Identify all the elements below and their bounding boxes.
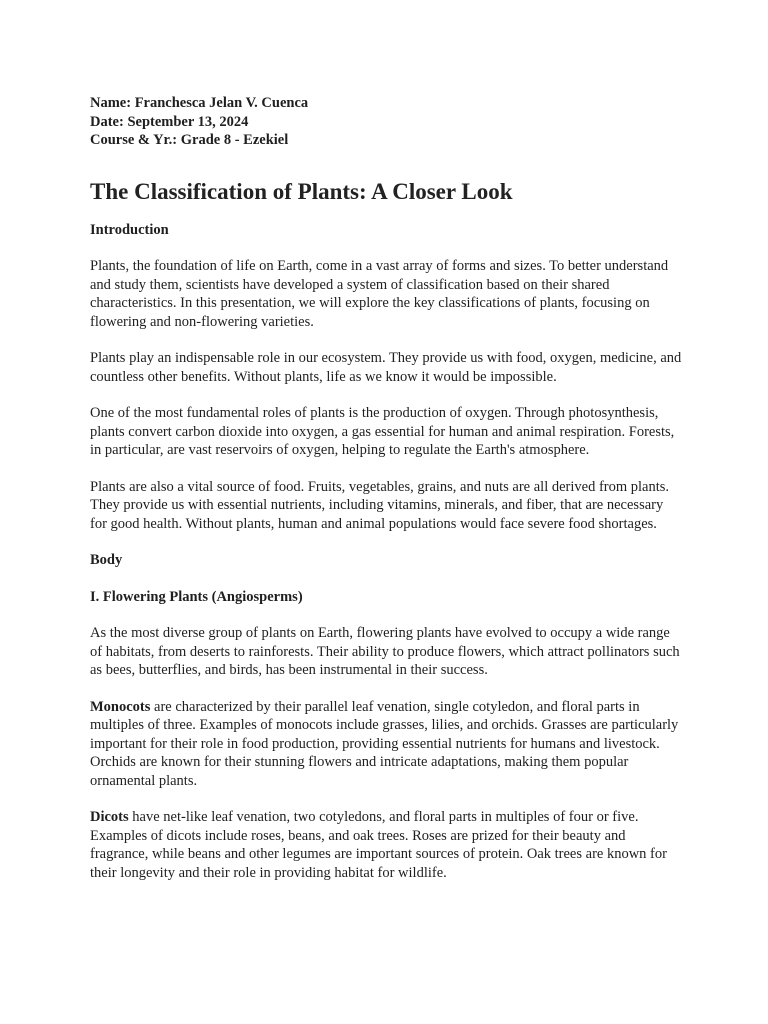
- dicots-text: have net-like leaf venation, two cotyledons, and floral parts in multiples of four or five. Examples of dicots include roses, beans, and oak trees. Roses are prized for their beauty and fragrance, while beans and other legumes are important sources of protein. Oak trees are known for their longevity and their role in providing habitat for wildlife.: [90, 809, 667, 881]
- student-name: Name: Franchesca Jelan V. Cuenca: [90, 95, 309, 111]
- document-title: The Classification of Plants: A Closer Look: [90, 178, 513, 204]
- dicots-paragraph: [90, 808, 682, 882]
- intro-paragraph-4: Plants are also a vital source of food. Fruits, vegetables, grains, and nuts are all derived from plants. They provide us with essential nutrients, including vitamins, minerals, and fiber, that are necessary for good health. Without plants, human and animal populations would face severe food shortages.: [90, 478, 670, 532]
- intro-paragraph-3: One of the most fundamental roles of plants is the production of oxygen. Through photosynthesis, plants convert carbon dioxide into oxygen, a gas essential for human and animal respiration. Forests, in particular, are vast reservoirs of oxygen, helping to regulate the Earth's atmosphere.: [90, 405, 675, 458]
- flowering-plants-paragraph: As the most diverse group of plants on Earth, flowering plants have evolved to occupy a wide range of habitats, from deserts to rainforests. Their ability to produce flowers, which attract pollinators such as bees, butterflies, and birds, has been instrumental in their success.: [90, 625, 680, 678]
- document-page: [90, 94, 682, 882]
- flowering-plants-heading: I. Flowering Plants (Angiosperms): [90, 588, 303, 605]
- intro-paragraph-1: Plants, the foundation of life on Earth, come in a vast array of forms and sizes. To better understand and study them, scientists have developed a system of classification based on their shared characteristics. In this presentation, we will explore the key classifications of plants, focusing on flowering and non-flowering varieties.: [90, 258, 669, 330]
- body-heading: Body: [90, 552, 123, 568]
- dicots-term: Dicots: [90, 809, 129, 825]
- monocots-text: are characterized by their parallel leaf venation, single cotyledon, and floral parts in multiples of three. Examples of monocots include grasses, lilies, and orchids. Grasses are particularly important for their role in food production, providing essential nutrients for humans and livestock. Orchids are known for their stunning flowers and intricate adaptations, making them popular ornamental plants.: [90, 698, 679, 789]
- introduction-heading: Introduction: [90, 221, 169, 238]
- monocots-paragraph: [90, 698, 682, 791]
- course-year: Course & Yr.: Grade 8 - Ezekiel: [90, 132, 289, 148]
- submission-date: Date: September 13, 2024: [90, 113, 249, 130]
- monocots-term: Monocots: [90, 698, 151, 715]
- intro-paragraph-2: Plants play an indispensable role in our ecosystem. They provide us with food, oxygen, medicine, and countless other benefits. Without plants, life as we know it would be impossible.: [90, 350, 682, 385]
